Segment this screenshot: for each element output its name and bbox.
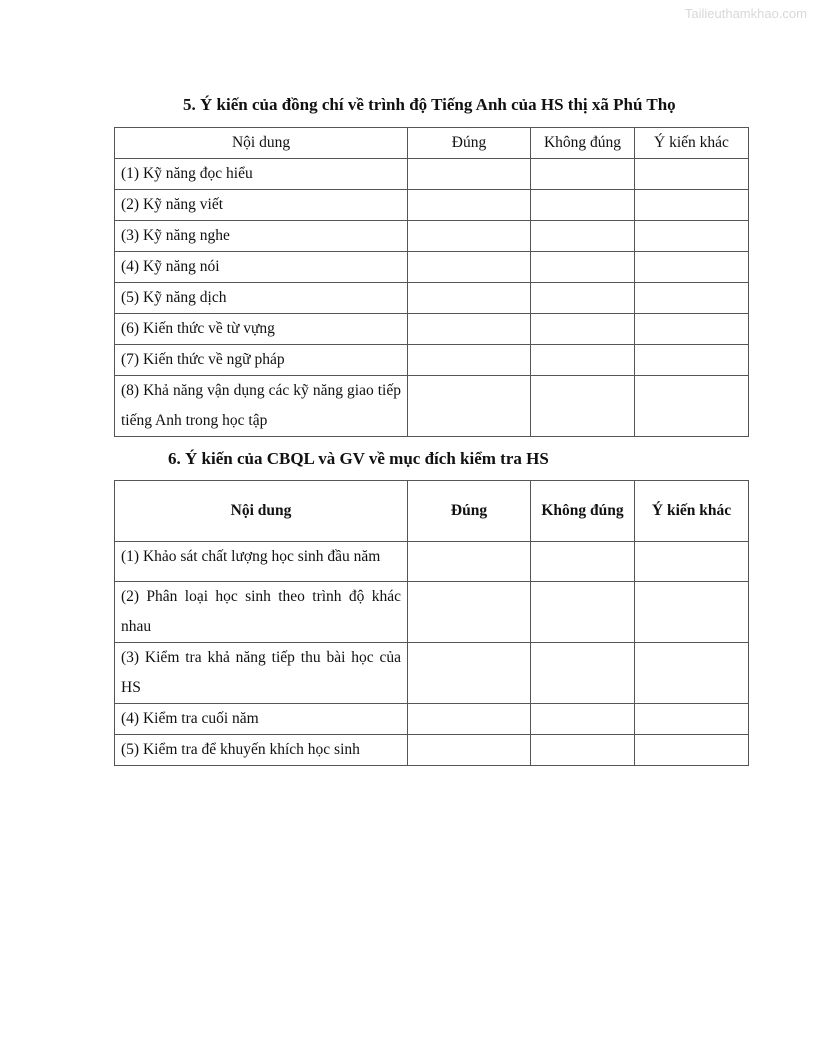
table-row — [115, 376, 749, 437]
cell-correct[interactable] — [408, 376, 531, 437]
table-row — [115, 345, 749, 376]
cell-other-opinion[interactable] — [635, 735, 749, 766]
table-header-row — [115, 128, 749, 159]
cell-incorrect[interactable] — [531, 643, 635, 704]
cell-incorrect[interactable] — [531, 252, 635, 283]
cell-incorrect[interactable] — [531, 159, 635, 190]
cell-other-opinion[interactable] — [635, 643, 749, 704]
cell-other-opinion[interactable] — [635, 542, 749, 582]
watermark: Tailieuthamkhao.com — [684, 6, 807, 21]
cell-other-opinion[interactable] — [635, 345, 749, 376]
table-row — [115, 252, 749, 283]
cell-correct[interactable] — [408, 735, 531, 766]
row-content: (4) Kiểm tra cuối năm — [115, 704, 408, 735]
table-row — [115, 704, 749, 735]
cell-correct[interactable] — [408, 190, 531, 221]
cell-other-opinion[interactable] — [635, 376, 749, 437]
row-content: (5) Kỹ năng dịch — [115, 283, 408, 314]
table-row — [115, 643, 749, 704]
row-content: (6) Kiến thức về từ vựng — [115, 314, 408, 345]
cell-correct[interactable] — [408, 283, 531, 314]
cell-correct[interactable] — [408, 221, 531, 252]
section-6-title: 6. Ý kiến của CBQL và GV về mục đích kiểm tra HS — [168, 449, 549, 468]
table-row — [115, 735, 749, 766]
cell-incorrect[interactable] — [531, 314, 635, 345]
cell-other-opinion[interactable] — [635, 159, 749, 190]
table-header-row — [115, 481, 749, 542]
table-row — [115, 582, 749, 643]
row-content: (4) Kỹ năng nói — [115, 252, 408, 283]
header-correct: Đúng — [408, 481, 531, 542]
row-content: (5) Kiểm tra để khuyến khích học sinh — [115, 735, 408, 766]
table-row — [115, 159, 749, 190]
cell-correct[interactable] — [408, 643, 531, 704]
header-content: Nội dung — [115, 128, 408, 159]
row-content: (3) Kiểm tra khả năng tiếp thu bài học của HS — [115, 643, 408, 704]
row-content: (8) Khả năng vận dụng các kỹ năng giao tiếp tiếng Anh trong học tập — [115, 376, 408, 437]
cell-incorrect[interactable] — [531, 704, 635, 735]
test-purpose-table — [114, 480, 749, 766]
cell-other-opinion[interactable] — [635, 252, 749, 283]
cell-incorrect[interactable] — [531, 283, 635, 314]
table-row — [115, 542, 749, 582]
row-content: (3) Kỹ năng nghe — [115, 221, 408, 252]
header-correct: Đúng — [408, 128, 531, 159]
cell-correct[interactable] — [408, 314, 531, 345]
cell-incorrect[interactable] — [531, 221, 635, 252]
cell-correct[interactable] — [408, 542, 531, 582]
cell-incorrect[interactable] — [531, 376, 635, 437]
header-incorrect: Không đúng — [531, 481, 635, 542]
cell-other-opinion[interactable] — [635, 314, 749, 345]
cell-incorrect[interactable] — [531, 542, 635, 582]
cell-incorrect[interactable] — [531, 345, 635, 376]
cell-other-opinion[interactable] — [635, 704, 749, 735]
table-row — [115, 314, 749, 345]
header-incorrect: Không đúng — [531, 128, 635, 159]
cell-correct[interactable] — [408, 345, 531, 376]
section-5-title: 5. Ý kiến của đồng chí về trình độ Tiếng Anh của HS thị xã Phú Thọ — [183, 95, 676, 114]
table-row — [115, 283, 749, 314]
row-content: (1) Khảo sát chất lượng học sinh đầu năm — [115, 542, 408, 582]
cell-other-opinion[interactable] — [635, 221, 749, 252]
cell-correct[interactable] — [408, 252, 531, 283]
row-content: (2) Kỹ năng viết — [115, 190, 408, 221]
cell-incorrect[interactable] — [531, 735, 635, 766]
cell-other-opinion[interactable] — [635, 582, 749, 643]
row-content: (7) Kiến thức về ngữ pháp — [115, 345, 408, 376]
cell-other-opinion[interactable] — [635, 283, 749, 314]
header-other-opinion: Ý kiến khác — [635, 481, 749, 542]
cell-incorrect[interactable] — [531, 582, 635, 643]
cell-correct[interactable] — [408, 582, 531, 643]
cell-correct[interactable] — [408, 159, 531, 190]
english-level-table — [114, 127, 749, 437]
cell-correct[interactable] — [408, 704, 531, 735]
cell-incorrect[interactable] — [531, 190, 635, 221]
table-row — [115, 221, 749, 252]
header-other-opinion: Ý kiến khác — [635, 128, 749, 159]
cell-other-opinion[interactable] — [635, 190, 749, 221]
row-content: (2) Phân loại học sinh theo trình độ khác nhau — [115, 582, 408, 643]
table-row — [115, 190, 749, 221]
header-content: Nội dung — [115, 481, 408, 542]
row-content: (1) Kỹ năng đọc hiểu — [115, 159, 408, 190]
